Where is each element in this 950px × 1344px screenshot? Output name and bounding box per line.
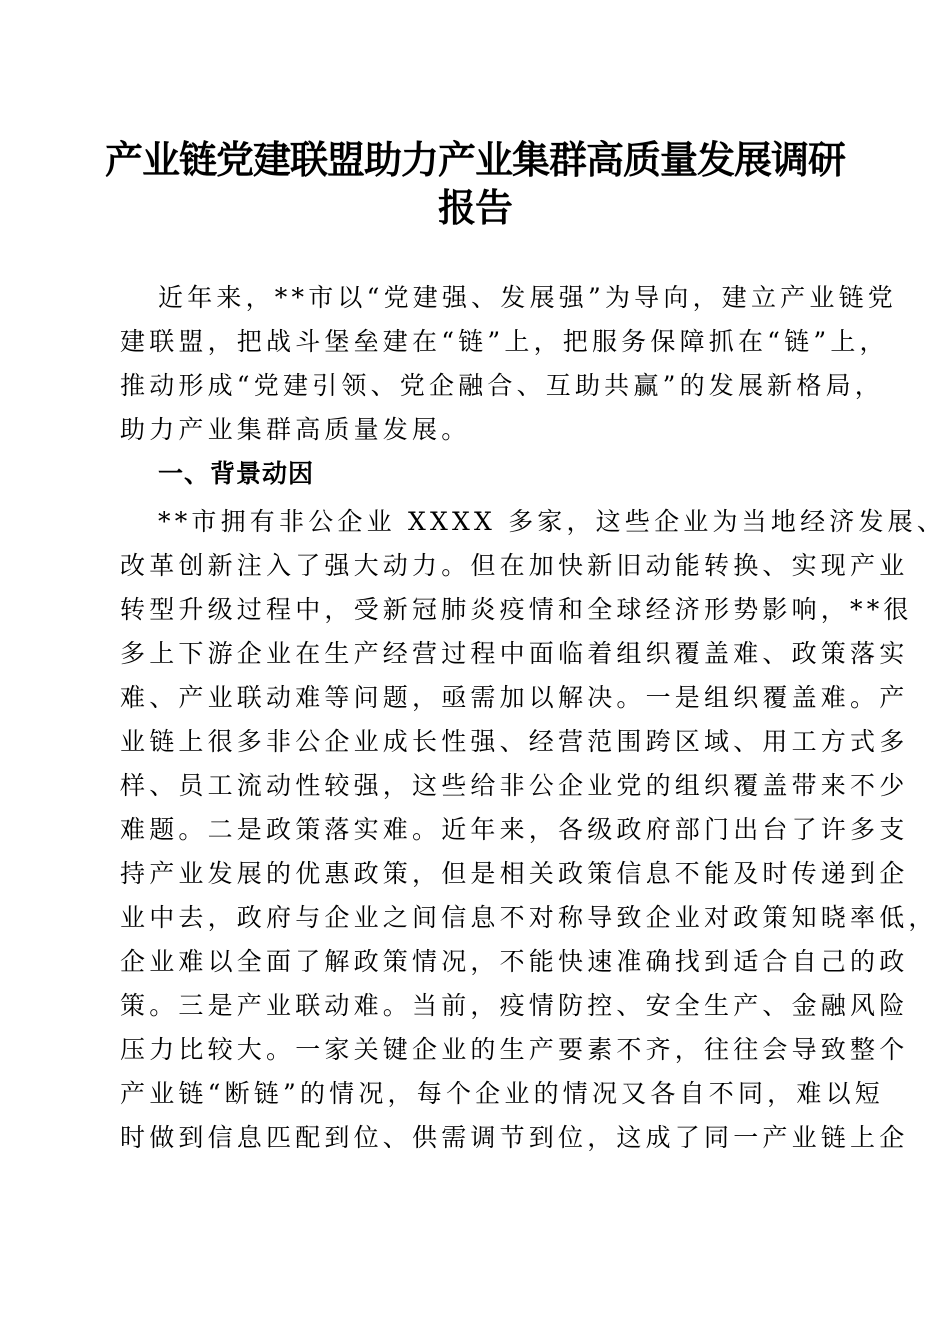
body-line-6: 业链上很多非公企业成长性强、经营范围跨区域、用工方式多 bbox=[120, 727, 909, 756]
body-line-4: 多上下游企业在生产经营过程中面临着组织覆盖难、政策落实 bbox=[120, 639, 909, 668]
intro-line-3: 推动形成“党建引领、党企融合、互助共赢”的发展新格局， bbox=[120, 371, 884, 400]
body-line-15: 时做到信息匹配到位、供需调节到位，这成了同一产业链上企 bbox=[120, 1123, 909, 1152]
body-line-10: 业中去，政府与企业之间信息不对称导致企业对政策知晓率低， bbox=[120, 903, 938, 932]
intro-line-2: 建联盟，把战斗堡垒建在“链”上，把服务保障抓在“链”上， bbox=[120, 327, 889, 356]
body-line-2: 改革创新注入了强大动力。但在加快新旧动能转换、实现产业 bbox=[120, 551, 909, 580]
body-line-13: 压力比较大。一家关键企业的生产要素不齐，往往会导致整个 bbox=[120, 1035, 909, 1064]
intro-line-4: 助力产业集群高质量发展。 bbox=[120, 415, 471, 444]
body-line-14: 产业链“断链”的情况，每个企业的情况又各自不同，难以短 bbox=[120, 1079, 884, 1108]
body-line-1: **市拥有非公企业 XXXX 多家，这些企业为当地经济发展、 bbox=[158, 507, 947, 536]
body-line-9: 持产业发展的优惠政策，但是相关政策信息不能及时传递到企 bbox=[120, 859, 909, 888]
body-line-12: 策。三是产业联动难。当前，疫情防控、安全生产、金融风险 bbox=[120, 991, 909, 1020]
body-line-3: 转型升级过程中，受新冠肺炎疫情和全球经济形势影响，**很 bbox=[120, 595, 913, 624]
body-line-11: 企业难以全面了解政策情况，不能快速准确找到适合自己的政 bbox=[120, 947, 909, 976]
body-line-8: 难题。二是政策落实难。近年来，各级政府部门出台了许多支 bbox=[120, 815, 909, 844]
body-line-5: 难、产业联动难等问题，亟需加以解决。一是组织覆盖难。产 bbox=[120, 683, 909, 712]
document-title-line-2: 报告 bbox=[437, 185, 512, 230]
document-title-line-1: 产业链党建联盟助力产业集群高质量发展调研 bbox=[104, 137, 845, 182]
intro-line-1: 近年来，**市以“党建强、发展强”为导向，建立产业链党 bbox=[158, 283, 897, 312]
section-heading: 一、背景动因 bbox=[158, 459, 315, 488]
body-line-7: 样、员工流动性较强，这些给非公企业党的组织覆盖带来不少 bbox=[120, 771, 909, 800]
